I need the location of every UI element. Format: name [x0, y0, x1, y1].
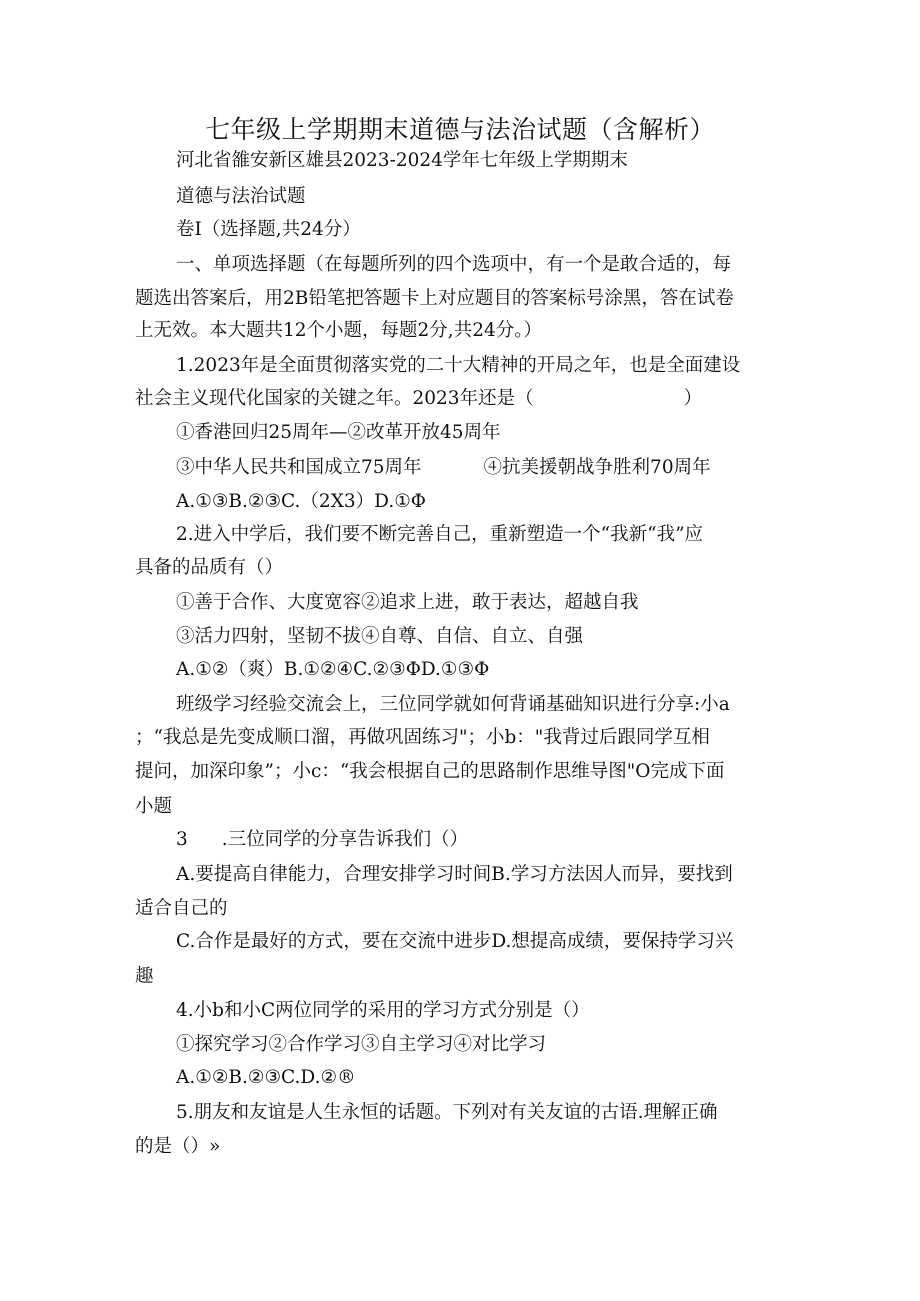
- q4-options: ①探究学习②合作学习③自主学习④对比学习: [176, 1034, 547, 1055]
- q2-stem-line-1: 2.进入中学后，我们要不断完善自己，重新塑造一个“我新“我”应: [176, 524, 704, 545]
- passage-line-3: 提问，加深印象”；小c：“我会根据自己的思路制作思维导图"O完成下面: [135, 761, 725, 782]
- instructions-line-1: 一、单项选择题（在每题所列的四个选项中，有一个是敢合适的，每: [176, 254, 732, 275]
- q3-option-cd-line-2: 趣: [135, 966, 154, 987]
- passage-line-4: 小题: [135, 796, 173, 817]
- page-title: 七年级上学期期末道德与法治试题（含解析）: [204, 115, 715, 144]
- q2-options-line-2: ③活力四射，坚韧不拔④自尊、自信、自立、自强: [176, 626, 584, 647]
- q5-stem-line-2: 的是（）»: [135, 1136, 221, 1157]
- q2-answers: A.①②（爽）B.①②④C.②③ΦD.①③Φ: [176, 659, 490, 680]
- q3-stem: 3 .三位同学的分享告诉我们（）: [176, 829, 469, 850]
- passage-line-2: ；“我总是先变成顺口溜，再做巩固练习"；小b："我背过后跟同学互相: [135, 727, 710, 748]
- instructions-line-3: 上无效。本大题共12个小题，每题2分,共24分。）: [135, 320, 542, 341]
- exam-subject: 道德与法治试题: [176, 186, 306, 207]
- q3-option-ab-line-2: 适合自己的: [135, 898, 228, 919]
- q4-stem: 4.小b和小C两位同学的采用的学习方式分别是（）: [176, 1000, 590, 1021]
- q5-stem-line-1: 5.朋友和友谊是人生永恒的话题。下列对有关友谊的古语.理解正确: [176, 1102, 718, 1123]
- q3-option-ab-line-1: A.要提高自律能力，合理安排学习时间B.学习方法因人而异，要找到: [176, 864, 733, 885]
- q1-answers: A.①③B.②③C.（2X3）D.①Φ: [176, 491, 426, 512]
- q2-stem-line-2: 具备的品质有（）: [135, 557, 284, 578]
- exam-source: 河北省雒安新区雄县2023-2024学年七年级上学期期末: [176, 150, 628, 171]
- passage-line-1: 班级学习经验交流会上，三位同学就如何背诵基础知识进行分享:小a: [176, 694, 730, 715]
- q1-options-line-1: ①香港回归25周年—②改革开放45周年: [176, 422, 501, 443]
- exam-volume: 卷I（选择题,共24分）: [176, 219, 361, 240]
- q2-options-line-1: ①善于合作、大度宽容②追求上进，敢于表达，超越自我: [176, 592, 639, 613]
- q1-options-line-2: ③中华人民共和国成立75周年 ④抗美援朝战争胜利70周年: [176, 457, 711, 478]
- q3-option-cd-line-1: C.合作是最好的方式，要在交流中进步D.想提高成绩，要保持学习兴: [176, 931, 734, 952]
- q1-stem-line-1: 1.2023年是全面贯彻落实党的二十大精神的开局之年，也是全面建设: [176, 355, 741, 376]
- instructions-line-2: 题选出答案后，用2B铅笔把答题卡上对应题目的答案标号涂黑，答在试卷: [135, 288, 734, 309]
- q4-answers: A.①②B.②③C.D.②®: [176, 1067, 356, 1088]
- q1-stem-line-2: 社会主义现代化国家的关键之年。2023年还是（ ）: [135, 388, 703, 409]
